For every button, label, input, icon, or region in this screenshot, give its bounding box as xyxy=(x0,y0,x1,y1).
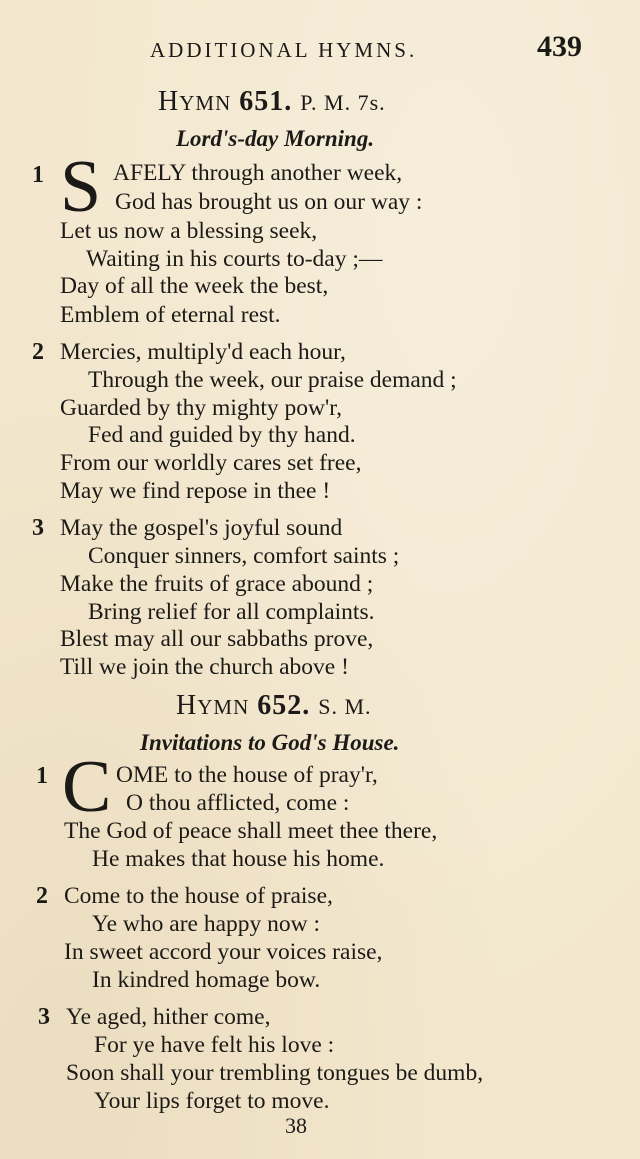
hymn-word-rest: YMN xyxy=(197,695,250,719)
hymn-651-title xyxy=(158,86,386,118)
verse-line: Waiting in his courts to-day ;— xyxy=(86,246,383,272)
verse-line: May the gospel's joyful sound xyxy=(60,515,343,541)
hymn-meter: P. M. 7s. xyxy=(300,90,386,115)
verse-line: Guarded by thy mighty pow'r, xyxy=(60,395,342,421)
verse-line: He makes that house his home. xyxy=(92,846,385,872)
verse-line: O thou afflicted, come : xyxy=(126,790,350,816)
drop-cap: C xyxy=(62,746,112,828)
hymn-number: 652. xyxy=(257,690,311,721)
verse-line: Make the fruits of grace abound ; xyxy=(60,571,374,597)
verse-line: For ye have felt his love : xyxy=(94,1032,335,1058)
verse-line: OME to the house of pray'r, xyxy=(116,762,378,788)
hymn-652-title xyxy=(176,690,372,722)
hymn-meter: S. M. xyxy=(318,694,372,719)
verse-line: Ye who are happy now : xyxy=(92,911,321,937)
hymn-number: 651. xyxy=(239,86,293,117)
signature-mark: 38 xyxy=(285,1113,307,1138)
verse-line: God has brought us on our way : xyxy=(115,189,423,215)
stanza-number: 1 xyxy=(36,763,48,789)
stanza-number: 3 xyxy=(32,515,44,541)
verse-line: Let us now a blessing seek, xyxy=(60,218,318,244)
hymn-651-subtitle: Lord's-day Morning. xyxy=(176,126,375,151)
verse-line: Your lips forget to move. xyxy=(94,1088,330,1114)
verse-line: Emblem of eternal rest. xyxy=(60,302,281,328)
verse-line: In sweet accord your voices raise, xyxy=(64,939,383,965)
verse-line: Bring relief for all complaints. xyxy=(88,599,375,625)
hymn-word-initial: H xyxy=(158,86,180,117)
verse-line: Soon shall your trembling tongues be dumb, xyxy=(66,1060,484,1086)
stanza-number: 2 xyxy=(36,883,48,909)
verse-line: Day of all the week the best, xyxy=(60,273,329,299)
hymn-word-rest: YMN xyxy=(179,91,232,115)
verse-line: Mercies, multiply'd each hour, xyxy=(60,339,346,365)
verse-line: Conquer sinners, comfort saints ; xyxy=(88,543,400,569)
verse-line: May we find repose in thee ! xyxy=(60,478,331,504)
verse-line: From our worldly cares set free, xyxy=(60,450,362,476)
hymn-652-subtitle: Invitations to God's House. xyxy=(140,730,400,755)
hymn-word-initial: H xyxy=(176,690,198,721)
verse-line: Through the week, our praise demand ; xyxy=(88,367,457,393)
stanza-number: 1 xyxy=(32,162,44,188)
verse-line: Fed and guided by thy hand. xyxy=(88,422,356,448)
verse-line: Come to the house of praise, xyxy=(64,883,333,909)
page-number: 439 xyxy=(537,30,582,63)
verse-line: The God of peace shall meet thee there, xyxy=(64,818,438,844)
verse-line: In kindred homage bow. xyxy=(92,967,321,993)
verse-line: AFELY through another week, xyxy=(113,160,403,186)
drop-cap: S xyxy=(60,146,102,228)
verse-line: Ye aged, hither come, xyxy=(66,1004,271,1030)
running-head: ADDITIONAL HYMNS. xyxy=(150,38,418,62)
verse-line: Blest may all our sabbaths prove, xyxy=(60,626,374,652)
stanza-number: 2 xyxy=(32,339,44,365)
verse-line: Till we join the church above ! xyxy=(60,654,349,680)
stanza-number: 3 xyxy=(38,1004,50,1030)
